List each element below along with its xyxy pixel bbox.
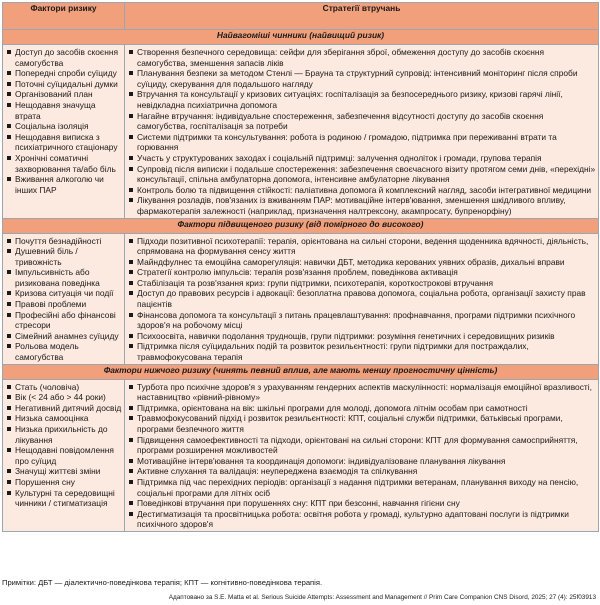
risk-factor-item: Попередні спроби суїциду: [6, 68, 122, 79]
strategy-item: Травмофокусований підхід і розвиток резильєнтності: КПТ, соціальні служби підтримки, батьківські програми, програми безпечного життя: [128, 413, 596, 434]
strategy-item: Підтримка після суїцидальних подій та розвиток резильєнтності: групи підтримки для постраждалих, травмофокусована терапія: [128, 341, 596, 362]
strategy-list: [128, 236, 596, 363]
risk-factor-list: [6, 382, 122, 509]
risk-factor-item: Душевний біль / тривожність: [6, 246, 122, 267]
strategy-item: Стратегії контролю імпульсів: терапія розв'язання проблем, поведінкова активація: [128, 267, 596, 278]
strategy-cell: [125, 233, 599, 364]
strategy-item: Підвищення самоефективності та підходи, орієнтовані на сильні сторони: КПТ для формування самосприйняття, програми розширення можливостей: [128, 435, 596, 456]
risk-factor-item: Стать (чоловіча): [6, 382, 122, 393]
strategy-item: Поведінкові втручання при порушеннях сну: КПТ при безсонні, навчання гігієни сну: [128, 498, 596, 509]
strategy-item: Активне слухання та валідація: неупереджена взаємодія та спілкування: [128, 466, 596, 477]
table-row: [3, 379, 599, 531]
section-title-row: [3, 30, 599, 45]
risk-factor-item: Організований план: [6, 89, 122, 100]
risk-factor-item: Значущі життєві зміни: [6, 466, 122, 477]
strategy-item: Стабілізація та розв'язання криз: групи підтримки, психотерапія, короткострокові втручання: [128, 278, 596, 289]
risk-factor-item: Нещодавні повідомлення про суїцид: [6, 445, 122, 466]
risk-factor-cell: [3, 233, 125, 364]
strategy-item: Фінансова допомога та консультації з питань працевлаштування: профнавчання, програми підтримки психічного здоров'я на робочому місці: [128, 310, 596, 331]
section-title: Найвагоміші чинники (найвищий ризик): [3, 30, 599, 45]
risk-factor-item: Негативний дитячий досвід: [6, 403, 122, 414]
strategy-cell: [125, 379, 599, 531]
strategy-item: Нагайне втручання: індивідуальне спостереження, забезпечення відсутності доступу до засобів скоєння самогубства, госпіталізація за потреби: [128, 111, 596, 132]
strategy-item: Контроль болю та підвищення стійкості: паліативна допомога й комплексний нагляд, засоби інтегративної медицини: [128, 185, 596, 196]
table-row: [3, 233, 599, 364]
risk-factor-cell: [3, 379, 125, 531]
strategy-item: Підтримка, орієнтована на вік: шкільні програми для молоді, допомога літнім особам при самотності: [128, 403, 596, 414]
risk-factor-item: Порушення сну: [6, 477, 122, 488]
strategy-item: Планування безпеки за методом Стенлі — Брауна та структурний супровід: інтенсивний моніторинг після спроби суїциду, скерування для подальшого нагляду: [128, 68, 596, 89]
risk-factor-item: Сімейний анамнез суїциду: [6, 331, 122, 342]
risk-factor-item: Нещодавня виписка з психіатричного стаціонару: [6, 132, 122, 153]
risk-factor-item: Рольова модель самогубства: [6, 341, 122, 362]
risk-factor-item: Професійні або фінансові стресори: [6, 310, 122, 331]
table-body: [3, 30, 599, 532]
footnote: Примітки: ДБТ — діалектично-поведінкова терапія; КПТ — когнітивно-поведінкова терапія.: [2, 578, 323, 587]
risk-factor-item: Правові проблеми: [6, 299, 122, 310]
risk-factor-item: Соціальна ізоляція: [6, 121, 122, 132]
strategy-item: Підходи позитивної психотерапії: терапія, орієнтована на сильні сторони, ведення щоденника вдячності, діяльність, спрямована на формування сенсу життя: [128, 236, 596, 257]
strategy-item: Участь у структурованих заходах і соціальній підтримці: залучення одноліток і громади, групова терапія: [128, 153, 596, 164]
strategy-cell: [125, 45, 599, 219]
strategy-item: Майндфулнес та емоційна саморегуляція: навички ДБТ, методика керованих уявних образів, дихальні вправи: [128, 257, 596, 268]
risk-factor-item: Низька прихильність до лікування: [6, 424, 122, 445]
strategy-item: Доступ до правових ресурсів і адвокації: безоплатна правова допомога, соціальна робота, організації захисту прав пацієнтів: [128, 288, 596, 309]
strategy-item: Створення безпечного середовища: сейфи для зберігання зброї, обмеження доступу до засобів скоєння самогубства, зменшення запасів ліків: [128, 47, 596, 68]
strategy-item: Психоосвіта, навички подолання труднощів, групи підтримки: розуміння генетичних і середовищних ризиків: [128, 331, 596, 342]
strategy-item: Турбота про психічне здоров'я з урахуванням гендерних аспектів маскулінності: нормалізація емоційної вразливості, наставництво «рівний-рівному»: [128, 382, 596, 403]
strategy-item: Підтримка під час перехідних періодів: організації з надання підтримки ветеранам, планування виходу на пенсію, соціальні програми для літніх осіб: [128, 477, 596, 498]
strategy-item: Дестигматизація та просвітницька робота: освітня робота у громаді, культурно адаптовані послуги із підтримки психічного здоров'я: [128, 509, 596, 530]
section-title-row: [3, 364, 599, 379]
section-title: Фактори нижчого ризику (чинять певний вплив, але мають меншу прогностичну цінність): [3, 364, 599, 379]
risk-factor-cell: [3, 45, 125, 219]
risk-factor-item: Вік (< 24 або > 44 роки): [6, 392, 122, 403]
risk-factor-item: Низька самооцінка: [6, 413, 122, 424]
risk-factor-item: Доступ до засобів скоєння самогубства: [6, 47, 122, 68]
strategy-list: [128, 47, 596, 217]
risk-factor-item: Кризова ситуація чи події: [6, 288, 122, 299]
source-citation: Адаптовано за S.E. Matta et al. Serious Suicide Attempts: Assessment and Management // Prim Care Companion CNS Disord, 2025; 27 (4): 25f03913: [168, 594, 596, 601]
strategy-item: Лікування розладів, пов'язаних із вживанням ПАР: мотиваційне інтерв'ювання, зменшення шкідливого впливу, фармакотерапія залежності (наприклад, призначення налтрексону, акампросату, бупренорфіну): [128, 195, 596, 216]
column-header-risk-factors: Фактори ризику: [3, 3, 125, 30]
risk-factor-item: Вживання алкоголю чи інших ПАР: [6, 174, 122, 195]
strategy-item: Системи підтримки та консультування: робота із родиною / громадою, підтримка при переживанні втрати та горювання: [128, 132, 596, 153]
section-title: Фактори підвищеного ризику (від помірного до високого): [3, 218, 599, 233]
risk-factor-item: Нещодавня значуща втрата: [6, 100, 122, 121]
table-row: [3, 45, 599, 219]
section-title-row: [3, 218, 599, 233]
column-header-strategies: Стратегії втручань: [125, 3, 599, 30]
risk-strategy-table: [2, 2, 599, 532]
table-header-row: [3, 3, 599, 30]
risk-factor-item: Поточні суїцидальні думки: [6, 79, 122, 90]
risk-factor-list: [6, 47, 122, 195]
risk-factor-item: Імпульсивність або ризикована поведінка: [6, 267, 122, 288]
risk-factor-list: [6, 236, 122, 363]
strategy-item: Мотиваційне інтерв'ювання та координація допомоги: індивідуалізоване планування лікування: [128, 456, 596, 467]
risk-factor-item: Культурні та середовищні чинники / стигматизація: [6, 488, 122, 509]
risk-factor-item: Хронічні соматичні захворювання та/або біль: [6, 153, 122, 174]
strategy-item: Втручання та консультації у кризових ситуаціях: госпіталізація за безпосереднього ризику, кризові гарячі лінії, невідкладна психіатрична допомога: [128, 89, 596, 110]
risk-factor-item: Почуття безнадійності: [6, 236, 122, 247]
strategy-item: Супровід після виписки і подальше спостереження: забезпечення своєчасного візиту протягом семи днів, «перехідні» консультації, спільна амбулаторна допомога, інтенсивне амбулаторне лікування: [128, 164, 596, 185]
strategy-list: [128, 382, 596, 530]
